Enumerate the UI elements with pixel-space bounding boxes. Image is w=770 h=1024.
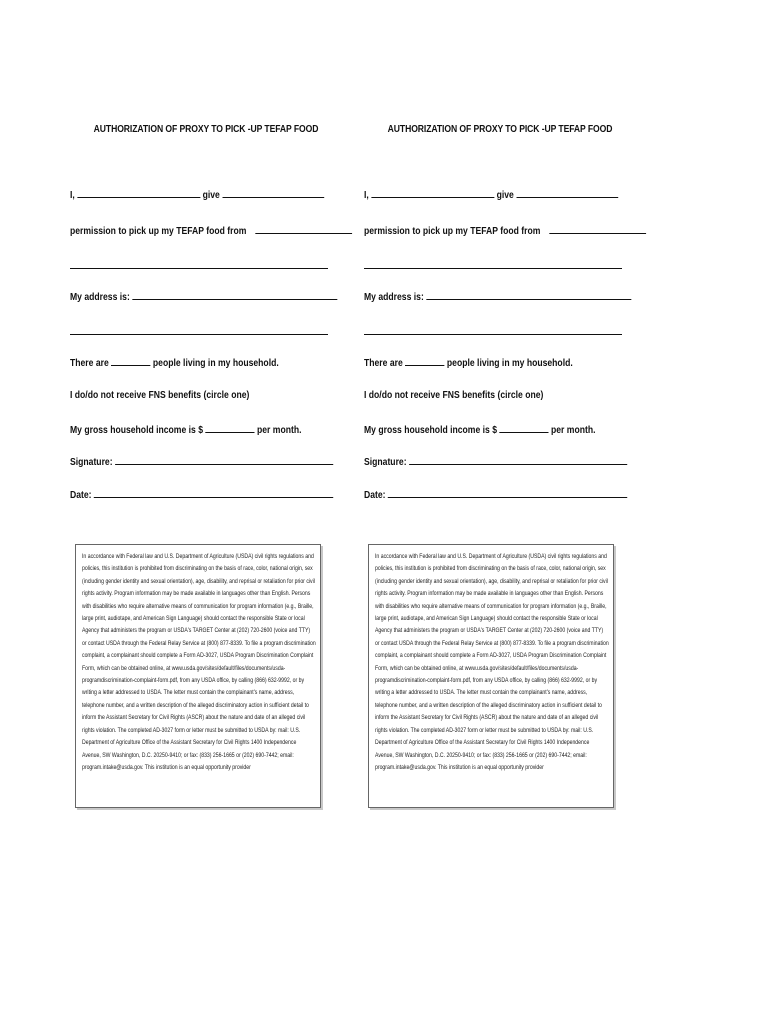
proxy-grantor-name-field[interactable] xyxy=(371,188,494,198)
income-prefix: My gross household income is $ xyxy=(70,424,204,436)
signature-field[interactable] xyxy=(409,455,627,465)
fns-line xyxy=(70,389,249,401)
address-line xyxy=(364,290,631,303)
people-living-text: people living in my household. xyxy=(446,357,573,369)
address-field[interactable] xyxy=(132,290,337,300)
notice-text: In accordance with Federal law and U.S. Department of Agriculture (USDA) civil rights regulations and policies, this institution is prohibited from discriminating on the basis of race, color, national origin, sex (including gender identity and sexual orientation), age, disability, and reprisal or retaliation for prior civil rights activity. Program information may be made available in languages other than English. Persons with disabilities who require alternative means of communication for program information (e.g., Braille, large print, audiotape, and American Sign Language) should contact the responsible State or local Agency that administers the program or USDA's TARGET Center at (202) 720-2600 (voice and TTY) or contact USDA through the Federal Relay Service at (800) 877-8339. To file a program discrimination complaint, a complainant should complete a Form AD-3027, USDA Program Discrimination Complaint Form, which can be obtained online, at www.usda.gov/sites/default/files/documents/usda-programdiscrimination-complaint-form.pdf, from any USDA office, by calling (866) 632-9992, or by writing a letter addressed to USDA. The letter must contain the complainant's name, address, telephone number, and a written description of the alleged discriminatory action in sufficient detail to inform the Assistant Secretary for Civil Rights (ASCR) about the nature and date of an alleged civil rights violation. The completed AD-3027 form or letter must be submitted to USDA by: mail: U.S. Department of Agriculture Office of the Assistant Secretary for Civil Rights 1400 Independence Avenue, SW Washington, D.C. 20250-9410; or fax: (833) 256-1665 or (202) 690-7442; email: program.intake@usda.gov. This institution is an equal opportunity provider xyxy=(375,553,609,771)
fns-text: I do/do not receive FNS benefits (circle one) xyxy=(70,389,250,401)
signature-line xyxy=(70,455,333,468)
line-give-word: give xyxy=(496,189,514,201)
notice-text: In accordance with Federal law and U.S. Department of Agriculture (USDA) civil rights regulations and policies, this institution is prohibited from discriminating on the basis of race, color, national origin, sex (including gender identity and sexual orientation), age, disability, and reprisal or retaliation for prior civil rights activity. Program information may be made available in languages other than English. Persons with disabilities who require alternative means of communication for program information (e.g., Braille, large print, audiotape, and American Sign Language) should contact the responsible State or local Agency that administers the program or USDA's TARGET Center at (202) 720-2600 (voice and TTY) or contact USDA through the Federal Relay Service at (800) 877-8339. To file a program discrimination complaint, a complainant should complete a Form AD-3027, USDA Program Discrimination Complaint Form, which can be obtained online, at www.usda.gov/sites/default/files/documents/usda-programdiscrimination-complaint-form.pdf, from any USDA office, by calling (866) 632-9992, or by writing a letter addressed to USDA. The letter must contain the complainant's name, address, telephone number, and a written description of the alleged discriminatory action in sufficient detail to inform the Assistant Secretary for Civil Rights (ASCR) about the nature and date of an alleged civil rights violation. The completed AD-3027 form or letter must be submitted to USDA by: mail: U.S. Department of Agriculture Office of the Assistant Secretary for Civil Rights 1400 Independence Avenue, SW Washington, D.C. 20250-9410; or fax: (833) 256-1665 or (202) 690-7442; email: program.intake@usda.gov. This institution is an equal opportunity provider xyxy=(82,553,316,771)
permission-line xyxy=(364,224,646,237)
line-i-prefix: I, xyxy=(70,189,75,201)
pickup-location-field-continued[interactable] xyxy=(70,268,328,269)
household-line xyxy=(364,356,573,369)
income-suffix: per month. xyxy=(550,424,596,436)
date-label: Date: xyxy=(70,489,92,501)
date-line xyxy=(364,488,627,501)
pickup-location-field[interactable] xyxy=(255,224,352,234)
permission-text: permission to pick up my TEFAP food from xyxy=(364,225,541,237)
line-i-give xyxy=(70,188,324,201)
signature-label: Signature: xyxy=(364,456,407,468)
income-field[interactable] xyxy=(499,423,548,433)
proxy-form-right xyxy=(360,0,640,1024)
permission-line xyxy=(70,224,352,237)
form-title: AUTHORIZATION OF PROXY TO PICK -UP TEFAP FOOD xyxy=(93,124,319,135)
proxy-name-field[interactable] xyxy=(516,188,618,198)
address-label: My address is: xyxy=(70,291,130,303)
income-line xyxy=(70,423,301,436)
line-give-word: give xyxy=(202,189,220,201)
fns-line xyxy=(364,389,543,401)
signature-line xyxy=(364,455,627,468)
income-line xyxy=(364,423,595,436)
income-field[interactable] xyxy=(205,423,254,433)
date-field[interactable] xyxy=(94,488,333,498)
address-field-continued[interactable] xyxy=(70,334,328,335)
income-prefix: My gross household income is $ xyxy=(364,424,498,436)
household-count-field[interactable] xyxy=(405,356,444,366)
proxy-grantor-name-field[interactable] xyxy=(77,188,200,198)
fns-text: I do/do not receive FNS benefits (circle one) xyxy=(364,389,544,401)
line-i-give xyxy=(364,188,618,201)
proxy-form-left xyxy=(66,0,346,1024)
permission-text: permission to pick up my TEFAP food from xyxy=(70,225,247,237)
signature-label: Signature: xyxy=(70,456,113,468)
income-suffix: per month. xyxy=(256,424,302,436)
address-line xyxy=(70,290,337,303)
signature-field[interactable] xyxy=(115,455,333,465)
people-living-text: people living in my household. xyxy=(152,357,279,369)
usda-nondiscrimination-notice xyxy=(368,544,614,808)
proxy-name-field[interactable] xyxy=(222,188,324,198)
pickup-location-field-continued[interactable] xyxy=(364,268,622,269)
household-line xyxy=(70,356,279,369)
date-label: Date: xyxy=(364,489,386,501)
there-are-text: There are xyxy=(70,357,109,369)
usda-nondiscrimination-notice xyxy=(75,544,321,808)
address-field-continued[interactable] xyxy=(364,334,622,335)
household-count-field[interactable] xyxy=(111,356,150,366)
pickup-location-field[interactable] xyxy=(549,224,646,234)
date-field[interactable] xyxy=(388,488,627,498)
line-i-prefix: I, xyxy=(364,189,369,201)
there-are-text: There are xyxy=(364,357,403,369)
address-label: My address is: xyxy=(364,291,424,303)
address-field[interactable] xyxy=(426,290,631,300)
date-line xyxy=(70,488,333,501)
form-title: AUTHORIZATION OF PROXY TO PICK -UP TEFAP FOOD xyxy=(387,124,613,135)
